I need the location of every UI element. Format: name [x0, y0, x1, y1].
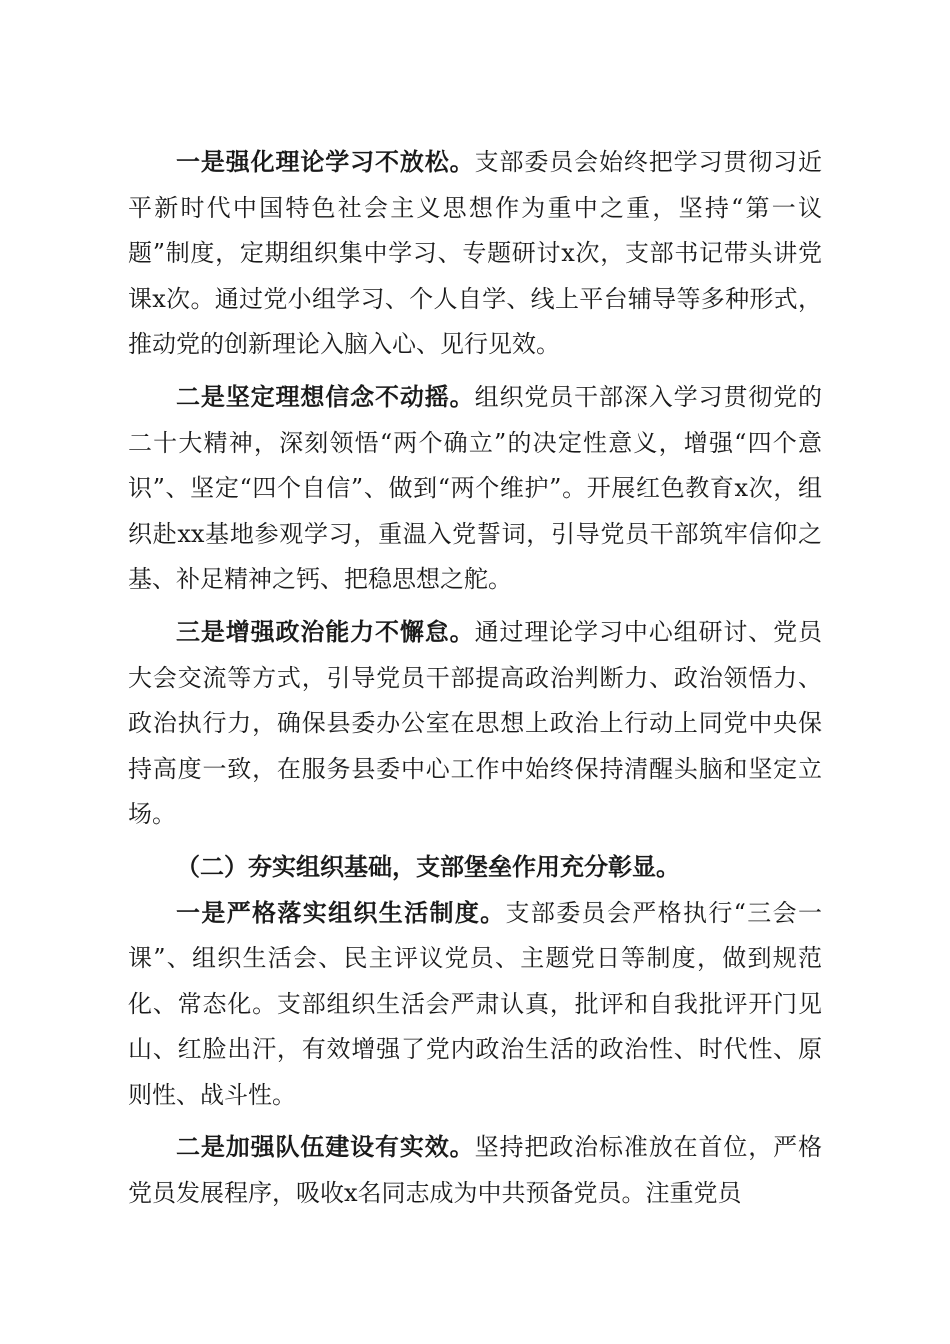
paragraph-lead: 二是坚定理想信念不动摇。	[176, 382, 475, 411]
paragraph-lead: 二是加强队伍建设有实效。	[176, 1133, 475, 1162]
paragraph-body: 坚持把政治标准放在首位，严格党员发展程序，吸收x名同志成为中共预备党员。注重党员	[128, 1133, 823, 1208]
paragraph-body: 通过理论学习中心组研讨、党员大会交流等方式，引导党员干部提高政治判断力、政治领悟力、政治执行力，确保县委办公室在思想上政治上行动上同党中央保持高度一致，在服务县委中心工作中始终保持清醒头脑和坚定立场。	[128, 617, 823, 829]
paragraph-body: 支部委员会严格执行“三会一课”、组织生活会、民主评议党员、主题党日等制度，做到规范化、常态化。支部组织生活会严肃认真，批评和自我批评开门见山、红脸出汗，有效增强了党内政治生活的政治性、时代性、原则性、战斗性。	[128, 898, 823, 1109]
paragraph-body: 组织党员干部深入学习贯彻党的二十大精神，深刻领悟“两个确立”的决定性意义，增强“四个意识”、坚定“四个自信”、做到“两个维护”。开展红色教育x次，组织赴xx基地参观学习，重温入党誓词，引导党员干部筑牢信仰之基、补足精神之钙、把稳思想之舵。	[128, 382, 823, 594]
paragraph-lead: 一是强化理论学习不放松。	[176, 148, 475, 176]
paragraph-lead: 一是严格落实组织生活制度。	[176, 898, 506, 927]
paragraph-lead: 三是增强政治能力不懈怠。	[176, 617, 475, 646]
paragraph-organizational-life	[128, 891, 822, 1119]
paragraph-body: 支部委员会始终把学习贯彻习近平新时代中国特色社会主义思想作为重中之重，坚持“第一议题”制度，定期组织集中学习、专题研讨x次，支部书记带头讲党课x次。通过党小组学习、个人自学、线上平台辅导等多种形式，推动党的创新理论入脑入心、见行见效。	[128, 148, 823, 359]
paragraph-team-building	[128, 1125, 822, 1216]
paragraph-ideals-belief	[128, 375, 822, 603]
paragraph-political-ability	[128, 610, 822, 838]
paragraph-theory-study	[128, 140, 822, 368]
section-heading: （二）夯实组织基础，支部堡垒作用充分彰显。	[176, 852, 680, 881]
